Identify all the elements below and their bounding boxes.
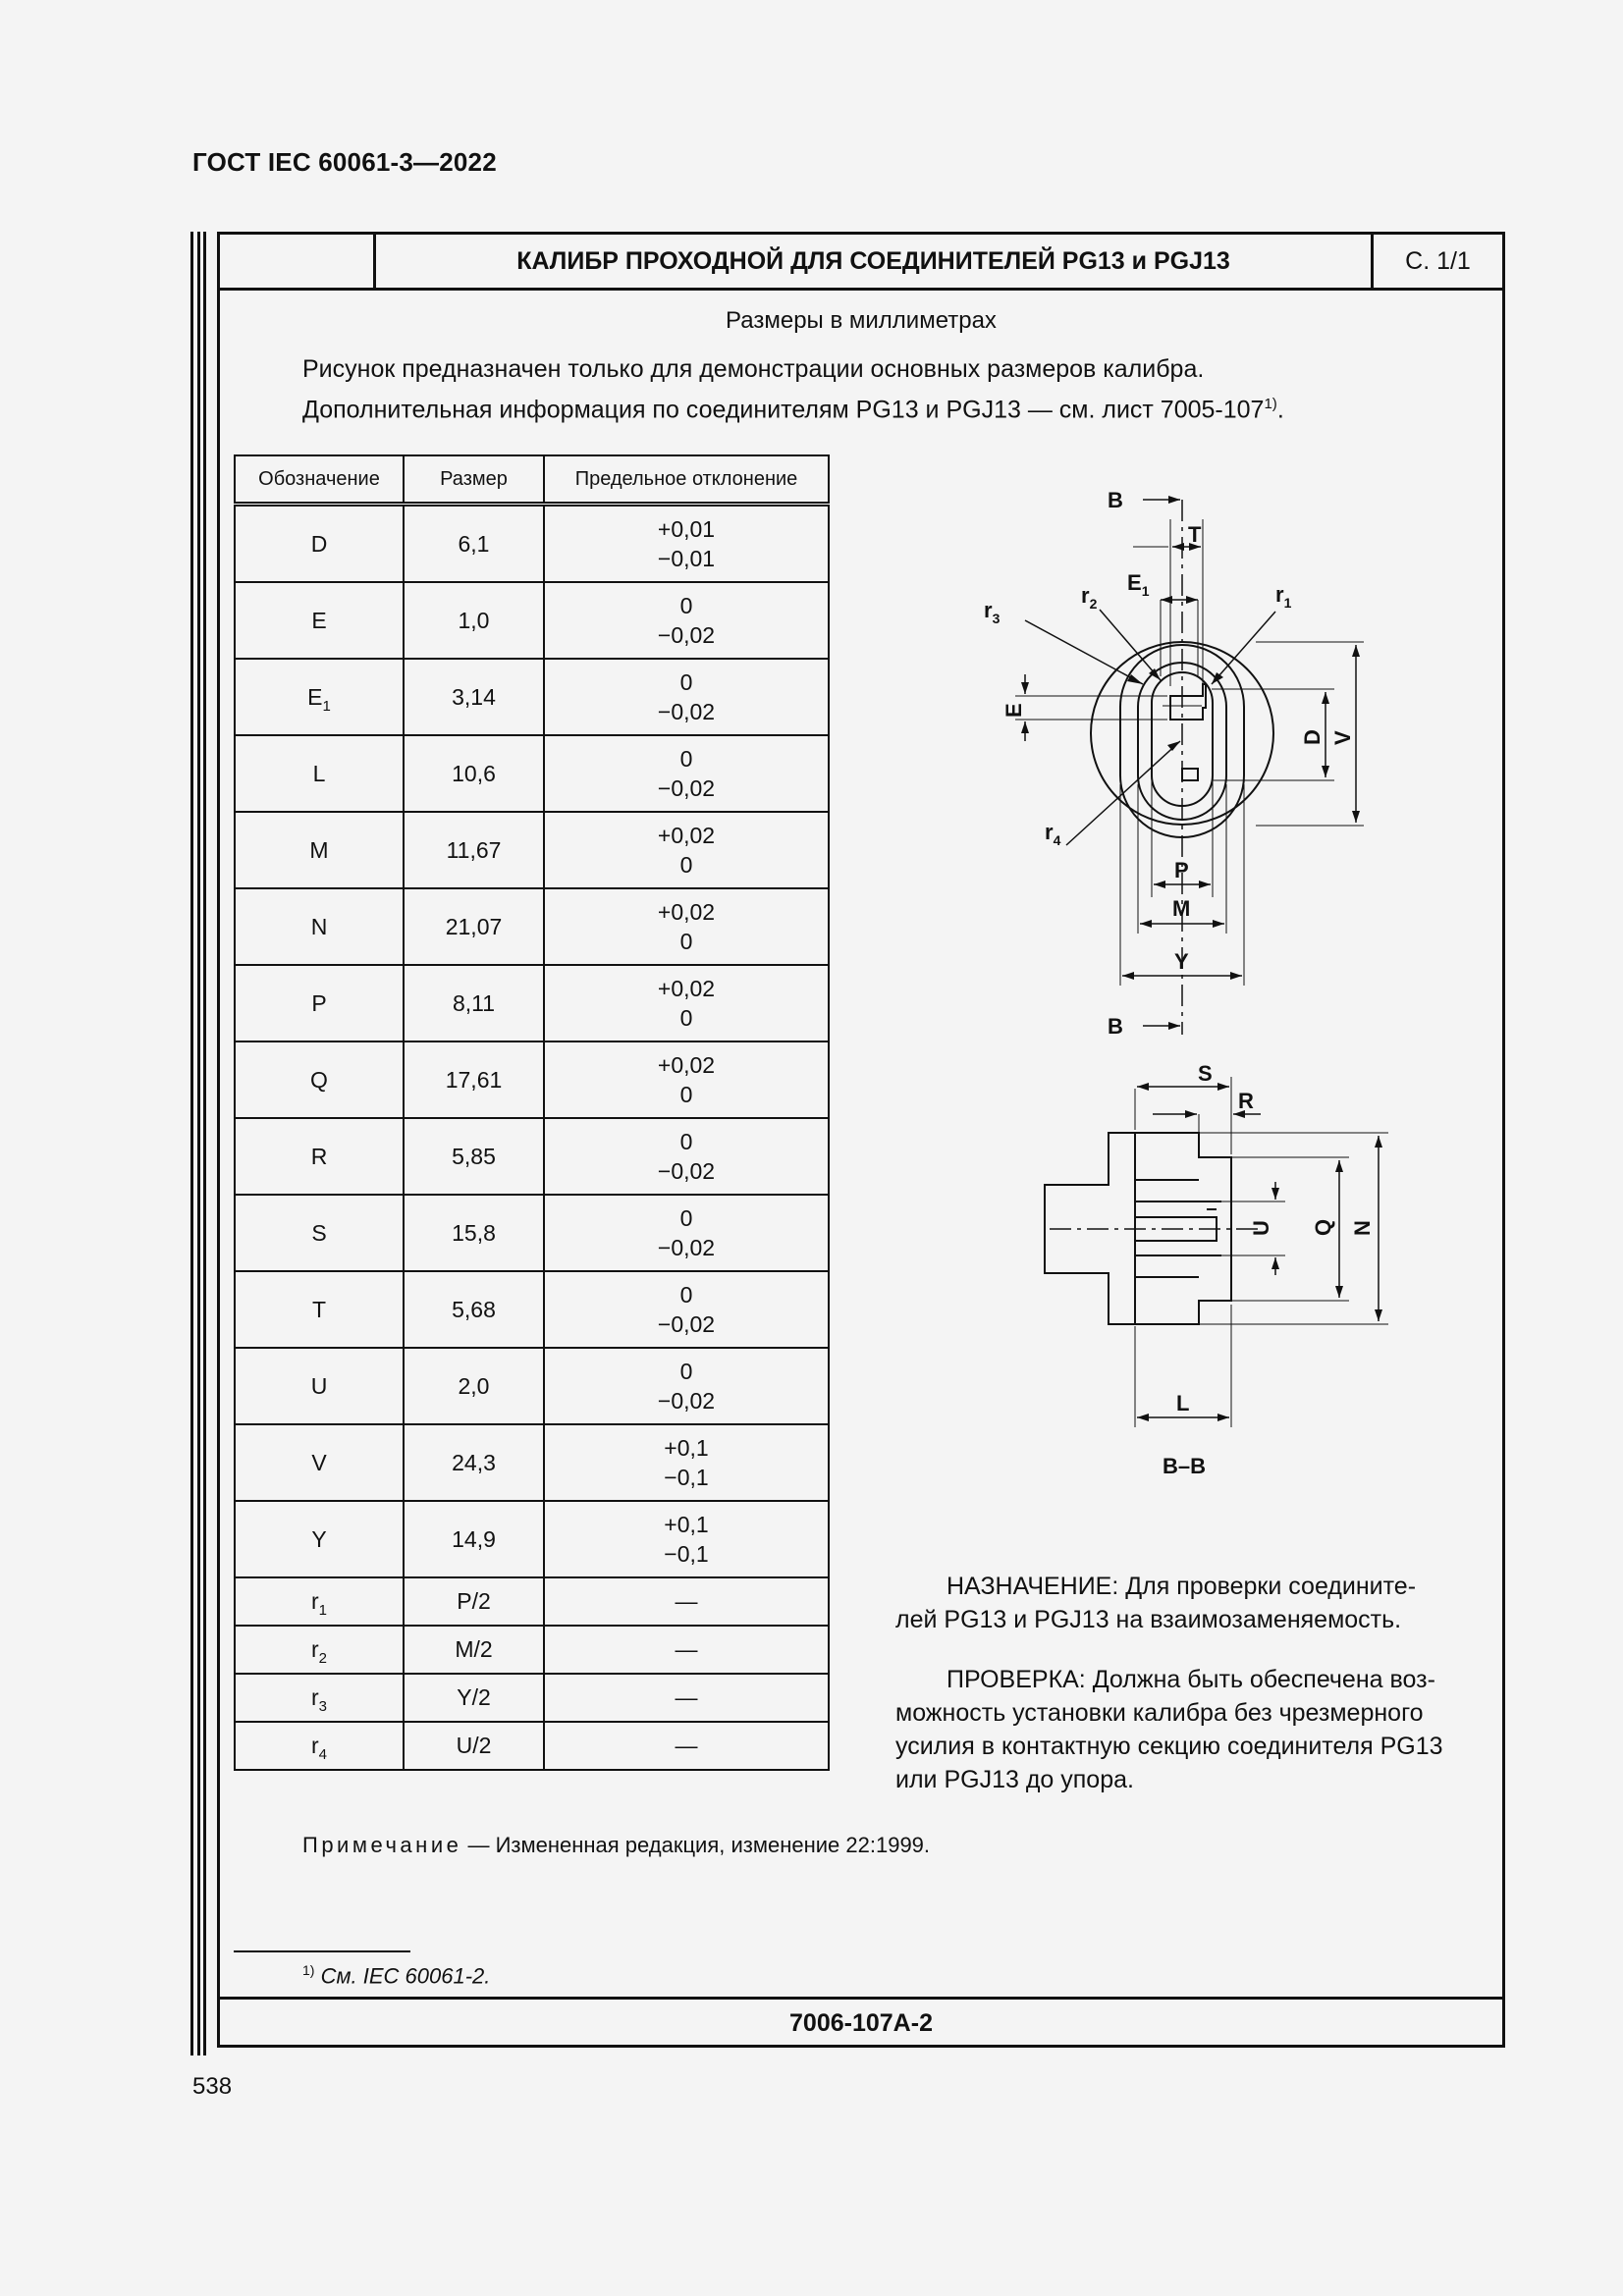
cell-size: 5,68 bbox=[404, 1271, 544, 1348]
sheet-title: КАЛИБР ПРОХОДНОЙ ДЛЯ СОЕДИНИТЕЛЕЙ PG13 и PGJ13 bbox=[376, 235, 1374, 288]
cell-tolerance: +0,01 −0,01 bbox=[544, 505, 829, 583]
cell-tolerance: +0,02 0 bbox=[544, 1041, 829, 1118]
cell-size: 11,67 bbox=[404, 812, 544, 888]
cell-tolerance: — bbox=[544, 1626, 829, 1674]
label-y: Y bbox=[1174, 949, 1189, 974]
cell-symbol: M bbox=[235, 812, 404, 888]
label-u: U bbox=[1249, 1220, 1273, 1236]
cell-symbol: V bbox=[235, 1424, 404, 1501]
margin-bar bbox=[190, 232, 193, 2056]
cell-size: 17,61 bbox=[404, 1041, 544, 1118]
cell-size: 10,6 bbox=[404, 735, 544, 812]
cell-tolerance: — bbox=[544, 1674, 829, 1722]
label-b-top: B bbox=[1108, 488, 1123, 512]
label-e1: $E_1$ bbox=[1127, 570, 1150, 599]
cell-size: Y/2 bbox=[404, 1674, 544, 1722]
label-q: Q bbox=[1311, 1218, 1335, 1236]
cell-symbol: $r_2$ bbox=[235, 1626, 404, 1674]
standard-sheet bbox=[217, 232, 1505, 2048]
margin-bar bbox=[203, 232, 206, 2056]
cell-symbol: $r_3$ bbox=[235, 1674, 404, 1722]
cell-size: M/2 bbox=[404, 1626, 544, 1674]
cell-symbol: S bbox=[235, 1195, 404, 1271]
label-n: N bbox=[1350, 1220, 1375, 1236]
cell-tolerance: 0 −0,02 bbox=[544, 582, 829, 659]
sheet-number: 7006-107A-2 bbox=[220, 1997, 1502, 2048]
cell-tolerance: — bbox=[544, 1577, 829, 1626]
header-symbol: Обозначение bbox=[235, 455, 404, 505]
cell-tolerance: 0 −0,02 bbox=[544, 1118, 829, 1195]
check-text: ПРОВЕРКА: Должна быть обеспечена воз- можность установки калибра без чрезмерного усилия в контактную секцию соединителя PG13 или PGJ13 до упора. bbox=[895, 1666, 1443, 1793]
footnote-ref: 1) bbox=[1264, 396, 1277, 412]
intro-line-2: Дополнительная информация по соединителям PG13 и PGJ13 — см. лист 7005-107$^{1)}$. bbox=[302, 396, 1284, 424]
cell-symbol: $r_4$ bbox=[235, 1722, 404, 1770]
cell-symbol: T bbox=[235, 1271, 404, 1348]
cell-size: 24,3 bbox=[404, 1424, 544, 1501]
label-r2: $r_2$ bbox=[1081, 583, 1098, 612]
cell-symbol: $r_1$ bbox=[235, 1577, 404, 1626]
footnote-rule bbox=[234, 1950, 410, 1952]
label-e: E bbox=[1001, 703, 1026, 718]
cell-tolerance: 0 −0,02 bbox=[544, 735, 829, 812]
label-l: L bbox=[1176, 1391, 1190, 1415]
label-p: P bbox=[1174, 858, 1189, 882]
label-b-bottom: B bbox=[1108, 1014, 1123, 1039]
cell-symbol: P bbox=[235, 965, 404, 1041]
cell-tolerance: 0 −0,02 bbox=[544, 1195, 829, 1271]
cell-tolerance: — bbox=[544, 1722, 829, 1770]
cell-symbol: N bbox=[235, 888, 404, 965]
cell-size: 6,1 bbox=[404, 505, 544, 583]
document-code: ГОСТ IEC 60061-3—2022 bbox=[192, 147, 497, 177]
label-d: D bbox=[1300, 729, 1325, 745]
cell-size: 2,0 bbox=[404, 1348, 544, 1424]
sheet-page: С. 1/1 bbox=[1405, 246, 1471, 275]
intro-line-1: Рисунок предназначен только для демонстрации основных размеров калибра. bbox=[302, 355, 1205, 383]
cell-symbol: Y bbox=[235, 1501, 404, 1577]
cell-size: 21,07 bbox=[404, 888, 544, 965]
label-r4: $r_4$ bbox=[1045, 820, 1061, 848]
cell-size: 8,11 bbox=[404, 965, 544, 1041]
label-v: V bbox=[1330, 730, 1355, 745]
header-tolerance: Предельное отклонение bbox=[544, 455, 829, 505]
cell-symbol: Q bbox=[235, 1041, 404, 1118]
cell-symbol: U bbox=[235, 1348, 404, 1424]
label-m: M bbox=[1172, 896, 1191, 921]
label-s: S bbox=[1198, 1061, 1213, 1086]
cell-tolerance: 0 −0,02 bbox=[544, 1348, 829, 1424]
label-r1: $r_1$ bbox=[1275, 582, 1292, 611]
label-r: R bbox=[1238, 1089, 1254, 1113]
cell-tolerance: +0,1 −0,1 bbox=[544, 1424, 829, 1501]
cell-symbol: R bbox=[235, 1118, 404, 1195]
cell-size: 5,85 bbox=[404, 1118, 544, 1195]
label-r3: $r_3$ bbox=[984, 598, 1001, 626]
cell-symbol: E bbox=[235, 582, 404, 659]
cell-size: 3,14 bbox=[404, 659, 544, 735]
cell-size: 14,9 bbox=[404, 1501, 544, 1577]
page-number: 538 bbox=[192, 2073, 233, 2100]
footnote: $^{1)}$ См. IEC 60061-2. bbox=[302, 1962, 491, 1989]
section-label: B–B bbox=[1163, 1454, 1207, 1478]
cell-tolerance: +0,02 0 bbox=[544, 812, 829, 888]
cell-size: P/2 bbox=[404, 1577, 544, 1626]
cell-tolerance: 0 −0,02 bbox=[544, 659, 829, 735]
cell-tolerance: 0 −0,02 bbox=[544, 1271, 829, 1348]
label-t: T bbox=[1188, 522, 1202, 547]
cell-symbol: L bbox=[235, 735, 404, 812]
units-note: Размеры в миллиметрах bbox=[726, 307, 997, 334]
margin-bar bbox=[197, 232, 200, 2056]
header-size: Размер bbox=[404, 455, 544, 505]
cell-tolerance: +0,02 0 bbox=[544, 888, 829, 965]
cell-symbol: $E_1$ bbox=[235, 659, 404, 735]
cell-tolerance: +0,1 −0,1 bbox=[544, 1501, 829, 1577]
purpose-text: НАЗНАЧЕНИЕ: Для проверки соедините- лей PG13 и PGJ13 на взаимозаменяемость. bbox=[895, 1573, 1417, 1633]
cell-size: U/2 bbox=[404, 1722, 544, 1770]
cell-size: 1,0 bbox=[404, 582, 544, 659]
cell-tolerance: +0,02 0 bbox=[544, 965, 829, 1041]
note: Примечание — Измененная редакция, изменение 22:1999. bbox=[302, 1833, 931, 1857]
cell-size: 15,8 bbox=[404, 1195, 544, 1271]
cell-symbol: D bbox=[235, 505, 404, 583]
